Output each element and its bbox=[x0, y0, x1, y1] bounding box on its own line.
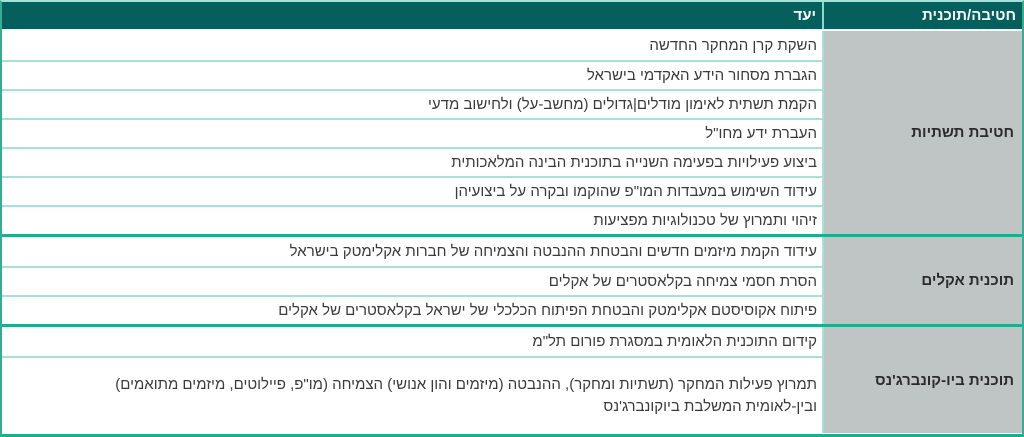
goal-row: פיתוח אקוסיסטם אקלימטק והבטחת הפיתוח הכלכלי של ישראל בקלאסטרים של אקלים bbox=[2, 295, 822, 324]
goal-list bbox=[2, 237, 822, 324]
goal-row: ביצוע פעילויות בפעימה השנייה בתוכנית הבינה המלאכותית bbox=[2, 147, 822, 176]
goal-row: עידוד השימוש במעבדות המו"פ שהוקמו ובקרה על ביצועיהן bbox=[2, 176, 822, 205]
goal-text-line: תמרוץ פעילות המחקר (תשתיות ומחקר), ההנבטה (מיזמים והון אנושי) הצמיחה (מו"פ, פיילוטים, מיזמים מתואמים) bbox=[115, 375, 817, 393]
table-header-row bbox=[2, 2, 1022, 29]
goal-row: הקמת תשתית לאימון מודלים|גדולים (מחשב-על) ולחישוב מדעי bbox=[2, 89, 822, 118]
goal-row: קידום התוכנית הלאומית במסגרת פורום תל"מ bbox=[2, 327, 822, 356]
goal-row: זיהוי ותמרוץ של טכנולוגיות מפציעות bbox=[2, 205, 822, 234]
goal-list bbox=[2, 327, 822, 433]
goal-text-line: ובין-לאומית המשלבת ביוקונברג'נס bbox=[603, 397, 817, 415]
section-bio-convergence-program bbox=[2, 324, 1022, 433]
goal-list bbox=[2, 31, 822, 234]
goal-row: העברת ידע מחו"ל bbox=[2, 118, 822, 147]
section-infrastructure-division bbox=[2, 31, 1022, 234]
program-label-infrastructure: חטיבת תשתיות bbox=[822, 31, 1022, 234]
program-label-climate: תוכנית אקלים bbox=[822, 237, 1022, 324]
column-header-goal: יעד bbox=[793, 7, 816, 24]
goal-row: השקת קרן המחקר החדשה bbox=[2, 31, 822, 60]
column-header-program: חטיבה/תוכנית bbox=[822, 2, 1022, 29]
goal-row: הגברת מסחור הידע האקדמי בישראל bbox=[2, 60, 822, 89]
goal-row bbox=[2, 356, 822, 433]
goal-row: עידוד הקמת מיזמים חדשים והבטחת ההנבטה והצמיחה של חברות אקלימטק בישראל bbox=[2, 237, 822, 266]
program-label-bio-convergence: תוכנית ביו-קונברג'נס bbox=[822, 327, 1022, 433]
section-climate-program bbox=[2, 234, 1022, 324]
goal-row: הסרת חסמי צמיחה בקלאסטרים של אקלים bbox=[2, 266, 822, 295]
